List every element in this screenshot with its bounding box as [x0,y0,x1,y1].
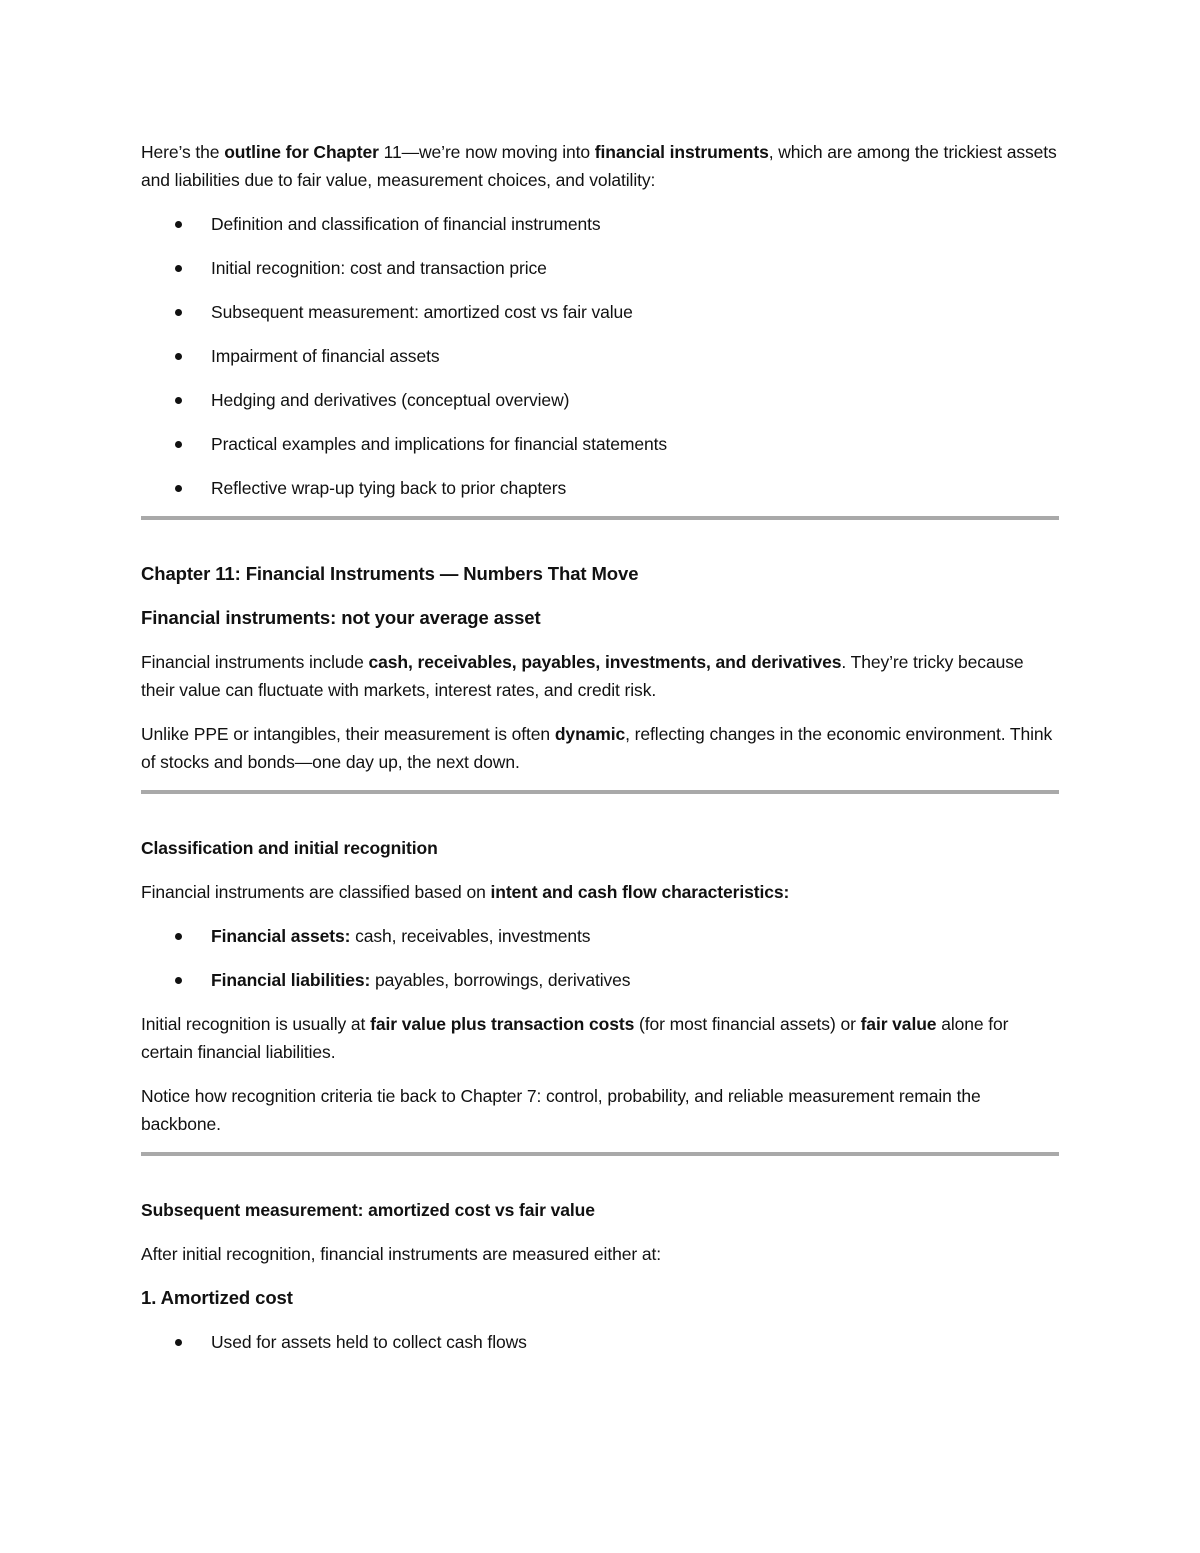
intro-text-3: , which are among the trickiest assets and liabilities due to fair value, measurement choices, and volatility: [141,142,1057,190]
intro-bold-outline: outline for Chapter [224,142,379,162]
list-item [141,386,1059,414]
intro-text-1: Here’s the [141,142,225,162]
list-item [141,966,1059,994]
list-item-text: Definition and classification of financial instruments [211,214,601,234]
list-item-text: Used for assets held to collect cash flows [211,1332,527,1352]
paragraph [141,878,1059,906]
list-item-text: cash, receivables, investments [350,926,591,946]
paragraph-text: Unlike PPE or intangibles, their measurement is often [141,724,555,744]
document-page [141,138,1059,1372]
horizontal-divider [141,790,1059,794]
paragraph-bold: cash, receivables, payables, investments, and derivatives [368,652,842,672]
section-heading: Financial instruments: not your average asset [141,607,541,628]
paragraph-bold: fair value [860,1014,937,1034]
chapter-title: Chapter 11: Financial Instruments — Numbers That Move [141,563,639,584]
section-heading: Subsequent measurement: amortized cost vs fair value [141,1200,595,1220]
list-item-text: Hedging and derivatives (conceptual overview) [211,390,570,410]
classification-list [141,922,1059,994]
list-item-text: payables, borrowings, derivatives [370,970,631,990]
bullet-icon [175,933,182,940]
list-item [141,922,1059,950]
list-item-text: Initial recognition: cost and transaction price [211,258,547,278]
bullet-icon [175,977,182,984]
paragraph: After initial recognition, financial instruments are measured either at: [141,1244,662,1264]
bullet-icon [175,221,182,228]
horizontal-divider [141,1152,1059,1156]
paragraph [141,648,1059,704]
paragraph-text: . They’re tricky because their value can fluctuate with markets, interest rates, and credit risk. [141,652,1024,700]
bullet-icon [175,397,182,404]
paragraph-text: alone for certain financial liabilities. [141,1014,1009,1062]
outline-list [141,210,1059,502]
subsection-heading: 1. Amortized cost [141,1287,293,1308]
list-item [141,210,1059,238]
intro-paragraph [141,138,1059,194]
paragraph-text: Financial instruments are classified based on [141,882,491,902]
paragraph-text: Financial instruments include [141,652,369,672]
list-item [141,254,1059,282]
list-item-text: Impairment of financial assets [211,346,440,366]
bullet-icon [175,441,182,448]
paragraph-bold: dynamic [554,724,626,744]
list-item [141,430,1059,458]
list-item-text: Practical examples and implications for financial statements [211,434,668,454]
paragraph-bold: intent and cash flow characteristics: [490,882,790,902]
list-item-text: Reflective wrap-up tying back to prior chapters [211,478,567,498]
amortized-cost-list [141,1328,1059,1356]
paragraph [141,720,1059,776]
paragraph: Notice how recognition criteria tie back to Chapter 7: control, probability, and reliable measurement remain the backbone. [141,1086,981,1134]
intro-bold-financial-instruments: financial instruments [594,142,769,162]
list-item [141,298,1059,326]
list-item-label: Financial liabilities: [211,970,371,990]
bullet-icon [175,485,182,492]
paragraph-text: , reflecting changes in the economic environment. Think of stocks and bonds—one day up, the next down. [141,724,1053,772]
paragraph-text: Initial recognition is usually at [141,1014,371,1034]
section-heading: Classification and initial recognition [141,838,438,858]
bullet-icon [175,309,182,316]
paragraph-bold: fair value plus transaction costs [370,1014,635,1034]
list-item [141,474,1059,502]
list-item [141,342,1059,370]
list-item-text: Subsequent measurement: amortized cost vs fair value [211,302,633,322]
list-item [141,1328,1059,1356]
list-item-label: Financial assets: [211,926,351,946]
paragraph [141,1010,1059,1066]
paragraph-text: (for most financial assets) or [634,1014,861,1034]
horizontal-divider [141,516,1059,520]
bullet-icon [175,353,182,360]
bullet-icon [175,1339,182,1346]
bullet-icon [175,265,182,272]
intro-text-2: 11—we’re now moving into [378,142,595,162]
